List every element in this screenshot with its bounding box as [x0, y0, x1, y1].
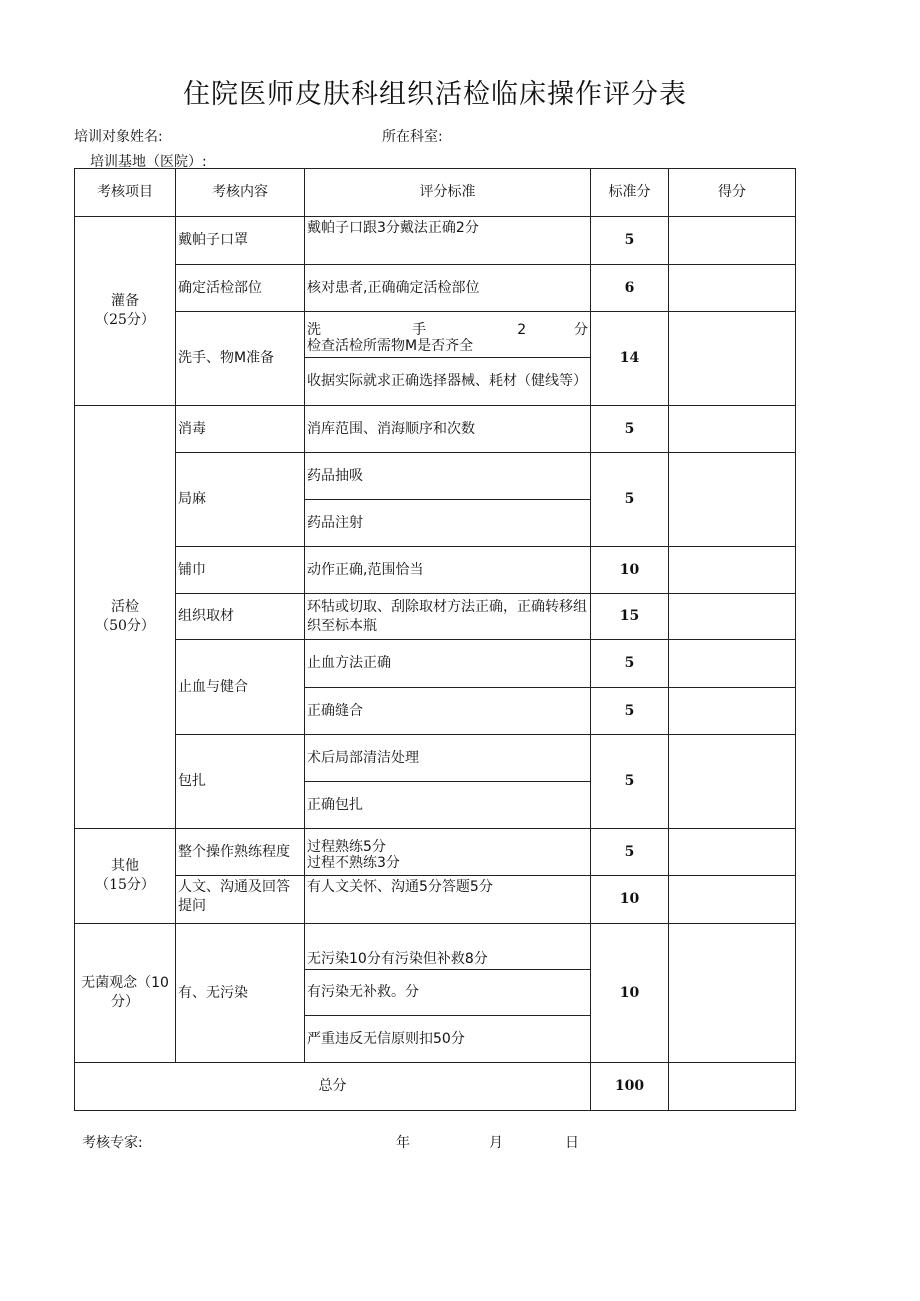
section-points: （50分） — [95, 618, 155, 634]
section-name: 灌备 — [111, 293, 139, 309]
score-input-cell[interactable] — [669, 406, 796, 453]
training-base-label: 培训基地（医院）: — [90, 154, 207, 170]
standard-score: 10 — [591, 924, 669, 1063]
header-content: 考核内容 — [176, 169, 305, 217]
header-row — [75, 169, 796, 217]
criteria-cell: 收据实际就求正确选择器械、耗材（健线等） — [305, 358, 591, 406]
criteria-line: 洗 手 2 分 — [307, 321, 588, 338]
score-input-cell[interactable] — [669, 735, 796, 829]
score-input-cell[interactable] — [669, 640, 796, 688]
section-name: 其他 — [111, 858, 139, 874]
table-row — [75, 594, 796, 640]
standard-score: 14 — [591, 312, 669, 406]
day-label: 日 — [565, 1135, 579, 1151]
table-row — [75, 547, 796, 594]
table-row — [75, 876, 796, 924]
section-aseptic — [75, 924, 176, 1063]
table-row — [75, 265, 796, 312]
header-criteria: 评分标准 — [305, 169, 591, 217]
total-score: 100 — [591, 1063, 669, 1111]
criteria-line: 过程不熟练3分 — [307, 855, 400, 871]
score-input-cell[interactable] — [669, 265, 796, 312]
month-label: 月 — [489, 1135, 503, 1151]
criteria-cell: 严重违反无信原则扣50分 — [305, 1016, 591, 1063]
table-row — [75, 640, 796, 688]
table-row — [75, 829, 796, 876]
section-prep — [75, 217, 176, 406]
score-input-cell[interactable] — [669, 829, 796, 876]
standard-score: 5 — [591, 217, 669, 265]
table-row — [75, 735, 796, 782]
table-row — [75, 406, 796, 453]
standard-score: 5 — [591, 735, 669, 829]
score-input-cell[interactable] — [669, 688, 796, 735]
table-row — [75, 217, 796, 265]
department-label: 所在科室: — [382, 129, 443, 145]
expert-label: 考核专家: — [82, 1135, 143, 1151]
section-points: （25分） — [95, 312, 155, 328]
criteria-cell: 有污染无补救。分 — [305, 970, 591, 1016]
score-input-cell[interactable] — [669, 312, 796, 406]
criteria-line: 检查活检所需物M是否齐全 — [307, 337, 474, 354]
criteria-cell: 正确缝合 — [305, 688, 591, 735]
content-cell: 人文、沟通及回答提问 — [176, 876, 305, 924]
content-cell: 整个操作熟练程度 — [176, 829, 305, 876]
criteria-cell: 止血方法正确 — [305, 640, 591, 688]
content-cell: 洗手、物M准备 — [176, 312, 305, 406]
criteria-cell: 核对患者,正确确定活检部位 — [305, 265, 591, 312]
section-name: 活检 — [111, 599, 139, 615]
criteria-cell: 有人文关怀、沟通5分答题5分 — [305, 876, 591, 924]
standard-score: 15 — [591, 594, 669, 640]
section-points: （15分） — [95, 877, 155, 893]
trainee-name-label: 培训对象姓名: — [74, 129, 163, 145]
criteria-cell: 正确包扎 — [305, 782, 591, 829]
score-input-cell[interactable] — [669, 876, 796, 924]
score-input-cell[interactable] — [669, 924, 796, 1063]
header-score: 得分 — [669, 169, 796, 217]
standard-score: 10 — [591, 547, 669, 594]
content-cell: 局麻 — [176, 453, 305, 547]
table-row — [75, 924, 796, 970]
content-cell: 组织取材 — [176, 594, 305, 640]
standard-score: 5 — [591, 640, 669, 688]
criteria-cell: 药品注射 — [305, 500, 591, 547]
section-name: 无菌观念（10 — [81, 975, 169, 991]
year-label: 年 — [396, 1135, 410, 1151]
score-table — [74, 168, 796, 1111]
score-input-cell[interactable] — [669, 217, 796, 265]
content-cell: 包扎 — [176, 735, 305, 829]
standard-score: 6 — [591, 265, 669, 312]
header-standard-score: 标准分 — [591, 169, 669, 217]
page-title: 住院医师皮肤科组织活检临床操作评分表 — [183, 79, 687, 110]
standard-score: 5 — [591, 688, 669, 735]
criteria-line: 过程熟练5分 — [307, 839, 386, 855]
score-input-cell[interactable] — [669, 594, 796, 640]
criteria-cell — [305, 829, 591, 876]
criteria-cell: 环牯或切取、刮除取材方法正确，正确转移组织至标本瓶 — [305, 594, 591, 640]
section-biopsy — [75, 406, 176, 829]
content-cell: 戴帕子口罩 — [176, 217, 305, 265]
table-row — [75, 312, 796, 358]
standard-score: 5 — [591, 406, 669, 453]
content-cell: 有、无污染 — [176, 924, 305, 1063]
total-label: 总分 — [75, 1063, 591, 1111]
header-item: 考核项目 — [75, 169, 176, 217]
content-cell: 止血与健合 — [176, 640, 305, 735]
standard-score: 5 — [591, 829, 669, 876]
content-cell: 铺巾 — [176, 547, 305, 594]
section-points: 分） — [111, 994, 139, 1010]
table-row — [75, 453, 796, 500]
criteria-cell — [305, 312, 591, 358]
standard-score: 5 — [591, 453, 669, 547]
criteria-cell: 消库范围、消海顺序和次数 — [305, 406, 591, 453]
criteria-cell: 术后局部清洁处理 — [305, 735, 591, 782]
content-cell: 消毒 — [176, 406, 305, 453]
criteria-cell: 无污染10分有污染但补救8分 — [305, 924, 591, 970]
total-row — [75, 1063, 796, 1111]
content-cell: 确定活检部位 — [176, 265, 305, 312]
score-input-cell[interactable] — [669, 547, 796, 594]
criteria-cell: 戴帕子口跟3分戴法正确2分 — [305, 217, 591, 265]
section-other — [75, 829, 176, 924]
criteria-cell: 药品抽吸 — [305, 453, 591, 500]
criteria-cell: 动作正确,范围恰当 — [305, 547, 591, 594]
total-score-input-cell[interactable] — [669, 1063, 796, 1111]
standard-score: 10 — [591, 876, 669, 924]
score-input-cell[interactable] — [669, 453, 796, 547]
